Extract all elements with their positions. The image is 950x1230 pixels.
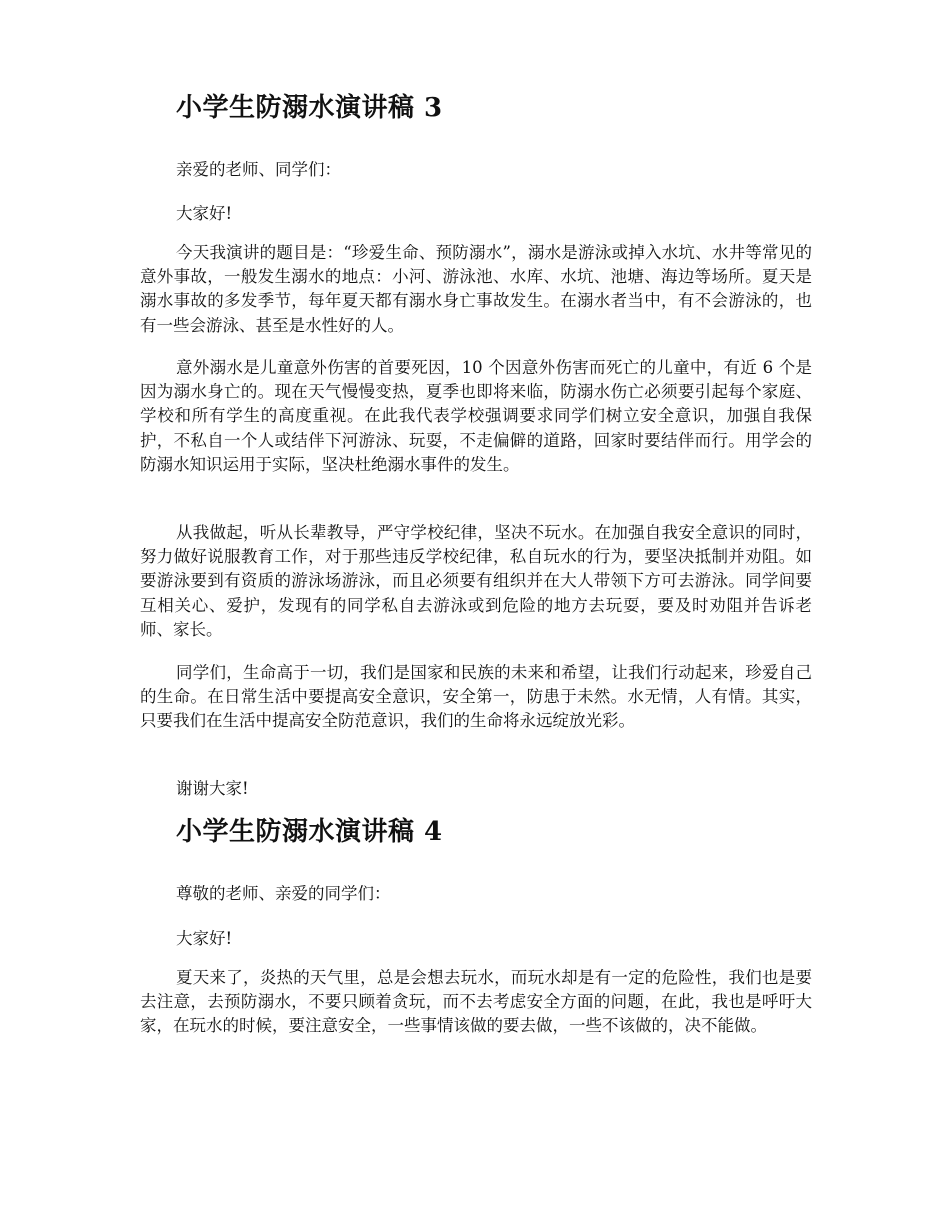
greeting: 大家好! <box>176 204 233 223</box>
section-4-title: 小学生防溺水演讲稿 4 <box>176 817 443 847</box>
section-3-title: 小学生防溺水演讲稿 3 <box>176 93 443 123</box>
body-paragraph: 从我做起，听从长辈教导，严守学校纪律，坚决不玩水。在加强自我安全意识的同时，努力做好说服教育工作，对于那些违反学校纪律，私自玩水的行为，要坚决抵制并劝阻。如要游泳要到有资质的游泳场游泳，而且必须要有组织并在大人带领下方可去游泳。同学间要互相关心、爱护，发现有的同学私自去游泳或到危险的地方去玩耍，要及时劝阻并告诉老师、家长。 <box>140 523 812 639</box>
body-paragraph: 同学们，生命高于一切，我们是国家和民族的未来和希望，让我们行动起来，珍爱自己的生命。在日常生活中要提高安全意识，安全第一，防患于未然。水无情，人有情。其实，只要我们在生活中提高安全防范意识，我们的生命将永远绽放光彩。 <box>140 663 812 731</box>
greeting: 大家好! <box>176 929 233 948</box>
salutation: 亲爱的老师、同学们： <box>176 160 341 179</box>
salutation: 尊敬的老师、亲爱的同学们： <box>176 884 391 903</box>
closing: 谢谢大家! <box>176 779 249 798</box>
body-paragraph: 今天我演讲的题目是：“珍爱生命、预防溺水”，溺水是游泳或掉入水坑、水井等常见的意外事故，一般发生溺水的地点：小河、游泳池、水库、水坑、池塘、海边等场所。夏天是溺水事故的多发季节，每年夏天都有溺水身亡事故发生。在溺水者当中，有不会游泳的，也有一些会游泳、甚至是水性好的人。 <box>140 243 812 335</box>
body-paragraph: 意外溺水是儿童意外伤害的首要死因，10 个因意外伤害而死亡的儿童中，有近 6 个是因为溺水身亡的。现在天气慢慢变热，夏季也即将来临，防溺水伤亡必须要引起每个家庭、学校和所有学生的高度重视。在此我代表学校强调要求同学们树立安全意识，加强自我保护，不私自一个人或结伴下河游泳、玩耍，不走偏僻的道路，回家时要结伴而行。用学会的防溺水知识运用于实际，坚决杜绝溺水事件的发生。 <box>140 358 812 474</box>
body-paragraph: 夏天来了，炎热的天气里，总是会想去玩水，而玩水却是有一定的危险性，我们也是要去注意，去预防溺水，不要只顾着贪玩，而不去考虑安全方面的问题，在此，我也是呼吁大家，在玩水的时候，要注意安全，一些事情该做的要去做，一些不该做的，决不能做。 <box>140 968 812 1036</box>
